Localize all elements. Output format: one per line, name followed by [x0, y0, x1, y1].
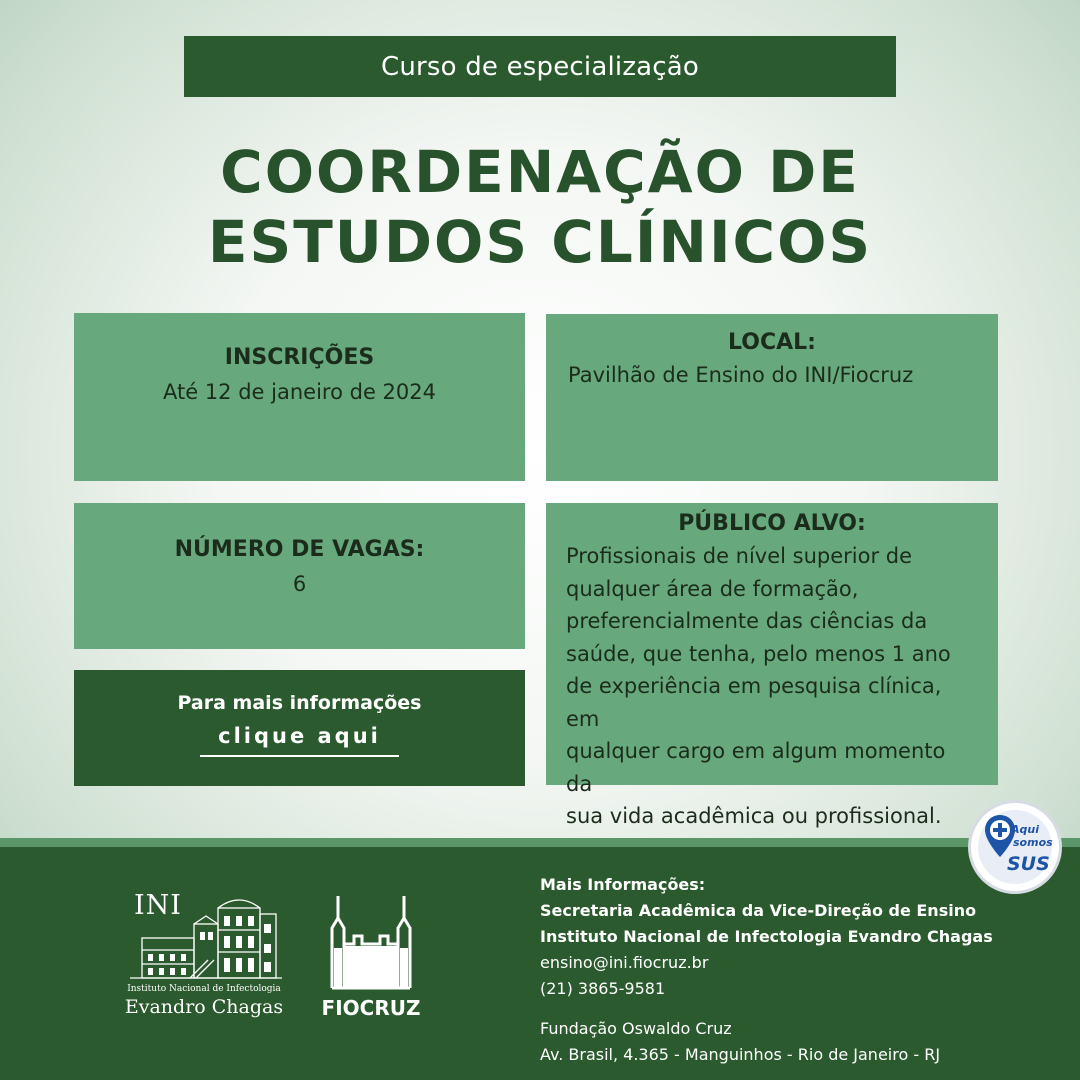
fiocruz-logo [318, 888, 424, 1023]
ini-logo [124, 890, 284, 1025]
target-audience-line: de experiência em pesquisa clínica, em [566, 674, 942, 731]
contact-heading: Mais Informações: [540, 875, 706, 894]
page-title [0, 138, 1080, 277]
title-line-1: COORDENAÇÃO DE [220, 138, 860, 206]
sus-badge-line3: SUS [1007, 853, 1050, 875]
ini-patron-name: Evandro Chagas [124, 996, 284, 1018]
vacancies-value: 6 [292, 572, 307, 596]
contact-institute: Instituto Nacional de Infectologia Evandro Chagas [540, 927, 993, 946]
target-audience-text [546, 540, 998, 833]
sus-badge-line1: Aqui [1011, 823, 1039, 836]
target-audience-card [546, 503, 998, 828]
contact-email[interactable]: ensino@ini.fiocruz.br [540, 953, 709, 972]
registration-card [74, 313, 525, 481]
target-audience-line: Profissionais de nível superior de [566, 544, 913, 568]
target-audience-line: saúde, que tenha, pelo menos 1 ano [566, 641, 951, 666]
castle-icon [318, 888, 424, 992]
contact-foundation: Fundação Oswaldo Cruz [540, 1019, 732, 1038]
contact-department: Secretaria Acadêmica da Vice-Direção de Ensino [540, 901, 977, 920]
registration-heading: INSCRIÇÕES [224, 345, 375, 370]
footer-divider [0, 838, 1080, 847]
building-icon [128, 894, 284, 982]
fiocruz-wordmark: FIOCRUZ [321, 996, 421, 1020]
sus-badge [968, 800, 1062, 894]
target-audience-line: qualquer área de formação, [566, 576, 859, 601]
contact-phone: (21) 3865-9581 [540, 979, 666, 998]
location-heading: LOCAL: [728, 330, 816, 355]
target-audience-heading: PÚBLICO ALVO: [678, 511, 866, 536]
target-audience-line: qualquer cargo em algum momento da [566, 739, 946, 796]
ini-full-name: Instituto Nacional de Infectologia [127, 984, 281, 994]
contact-block [540, 872, 993, 1068]
more-info-card [74, 670, 525, 786]
registration-deadline: Até 12 de janeiro de 2024 [163, 380, 436, 404]
more-info-label: Para mais informações [177, 692, 422, 714]
target-audience-line: preferencialmente das ciências da [566, 609, 928, 633]
contact-spacer [540, 1002, 993, 1016]
ini-acronym: INI [134, 890, 182, 921]
vacancies-card [74, 503, 525, 649]
target-audience-line: sua vida acadêmica ou profissional. [566, 804, 942, 828]
title-line-2: ESTUDOS CLÍNICOS [207, 207, 873, 276]
sus-badge-line2: somos [1013, 836, 1053, 849]
location-card [546, 314, 998, 481]
course-type-label: Curso de especialização [380, 51, 700, 82]
course-type-banner [184, 36, 896, 97]
vacancies-heading: NÚMERO DE VAGAS: [174, 537, 425, 562]
location-value: Pavilhão de Ensino do INI/Fiocruz [568, 363, 914, 387]
contact-address: Av. Brasil, 4.365 - Manguinhos - Rio de Janeiro - RJ [540, 1045, 941, 1064]
click-here-link[interactable]: clique aqui [200, 722, 399, 757]
